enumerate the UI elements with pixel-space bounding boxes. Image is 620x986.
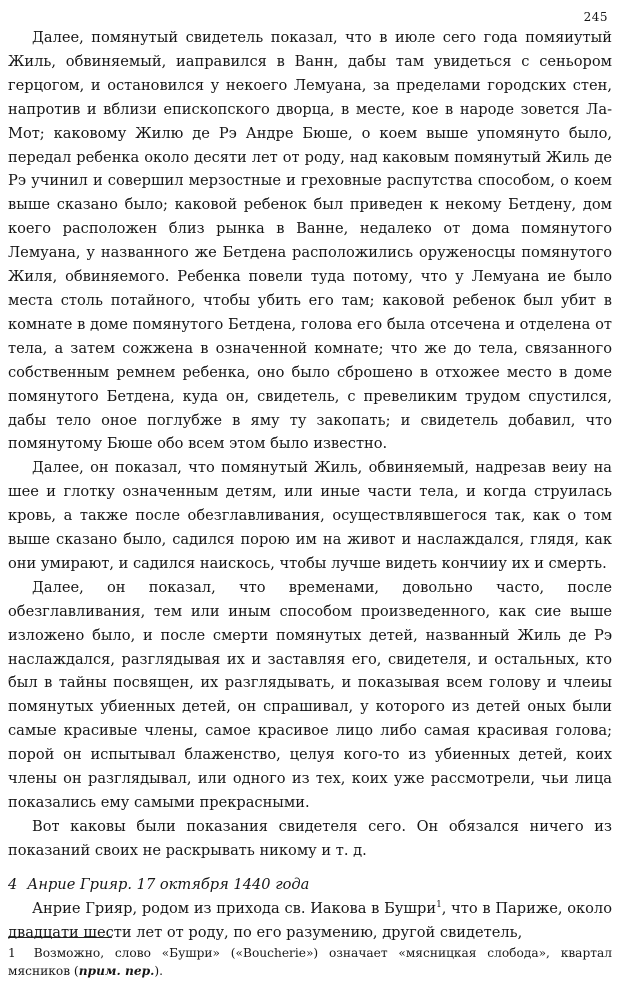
paragraph-1: Далее, помянутый свидетель показал, что в июле сего года помяиутый Жиль, обвиняемый, иаправился в Ванн, дабы там увидеться с сеньором герцогом, и остановился у некоего Лемуана, за пределами городских стен, напротив и вблизи епископского дворца, в месте, кое в народе зовется Ла-Мот; каковому Жилю де Рэ Андре Бюше, о коем выше упомянуто было, передал ребенка около десяти лет от роду, над каковым помянутый Жиль де Рэ учинил и совершил мерзостные и греховные распутства способом, о коем выше сказано было; каковой ребенок был приведен к некому Бетдену, дом коего расположен близ рынка в Ванне, недалеко от дома помянутого Лемуана, у названного же Бетдена расположились оруженосцы помянутого Жиля, обвиняемого. Ребенка повели туда потому, что у Лемуана ие было места столь потайного, чтобы убить его там; каковой ребенок был убит в комнате в доме помянутого Бетдена, голова его была отсечена и отделена от тела, а затем сожжена в означенной комнате; что же до тела, связанного собственным ремнем ребенка, оно было сброшено в отхожее место в доме помянутого Бетдена, куда он, свидетель, с превеликим трудом спустился, дабы тело оное поглубже в яму ту закопать; и свидетель добавил, что помянутому Бюше обо всем этом было известно. (8, 29, 612, 453)
paragraph-3: Далее, он показал, что временами, довольно часто, после обезглавливания, тем или иным способом произведенного, как сие выше изложено было, и после смерти помянутых детей, названный Жиль де Рэ наслаждался, разглядывая их и заставляя его, свидетеля, и остальных, кто был в тайны посвящен, их разглядывать, и показывая всем голову и члеиы помянутых убиенных детей, он спрашивал, у которого из детей оных были самые красивые члены, самое красивое лицо либо самая красивая голова; порой он испытывал блаженство, целуя кого-то из убиенных детей, коих члены он разглядывал, или одного из тех, коих уже рассмотрели, чьи лица показались ему самыми прекрасными. (8, 578, 612, 811)
section-heading (8, 873, 612, 897)
section-text-end: , что в Париже, около двадцати шести лет от роду, по его разумению, другой свидетель, (8, 899, 612, 941)
page-number: 245 (583, 10, 608, 24)
section-text-start: Анрие Грияр, родом из прихода св. Иакова в Бушри (32, 899, 437, 917)
footnote-end: ). (154, 964, 164, 978)
footnote-number: 1 (8, 946, 16, 960)
footnote-text: Возможно, слово «Бушри» («Boucherie») означает «мясницкая слобода», квартал мясников ( (8, 946, 612, 978)
footnote-reference[interactable]: 1 (436, 899, 442, 910)
footnote (8, 944, 612, 980)
footnote-emphasis: прим. пер. (78, 964, 155, 978)
main-text (8, 26, 612, 944)
paragraph-4: Вот каковы были показания свидетеля сего. Он обязался ничего из показаний своих не раскрывать никому и т. д. (8, 817, 612, 859)
section-number: 4 (8, 875, 18, 893)
paragraph-2: Далее, он показал, что помянутый Жиль, обвиняемый, надрезав веиу на шее и глотку означенным детям, или иные части тела, и когда струилась кровь, а также после обезглавливания, осуществлявшегося так, как о том выше сказано было, садился порою им на живот и наслаждался, глядя, как они умирают, и садился наискось, чтобы лучше видеть кончииу их и смерть. (8, 459, 612, 572)
footnote-divider (8, 937, 112, 938)
section-title: Анрие Грияр. 17 октября 1440 года (27, 875, 310, 893)
